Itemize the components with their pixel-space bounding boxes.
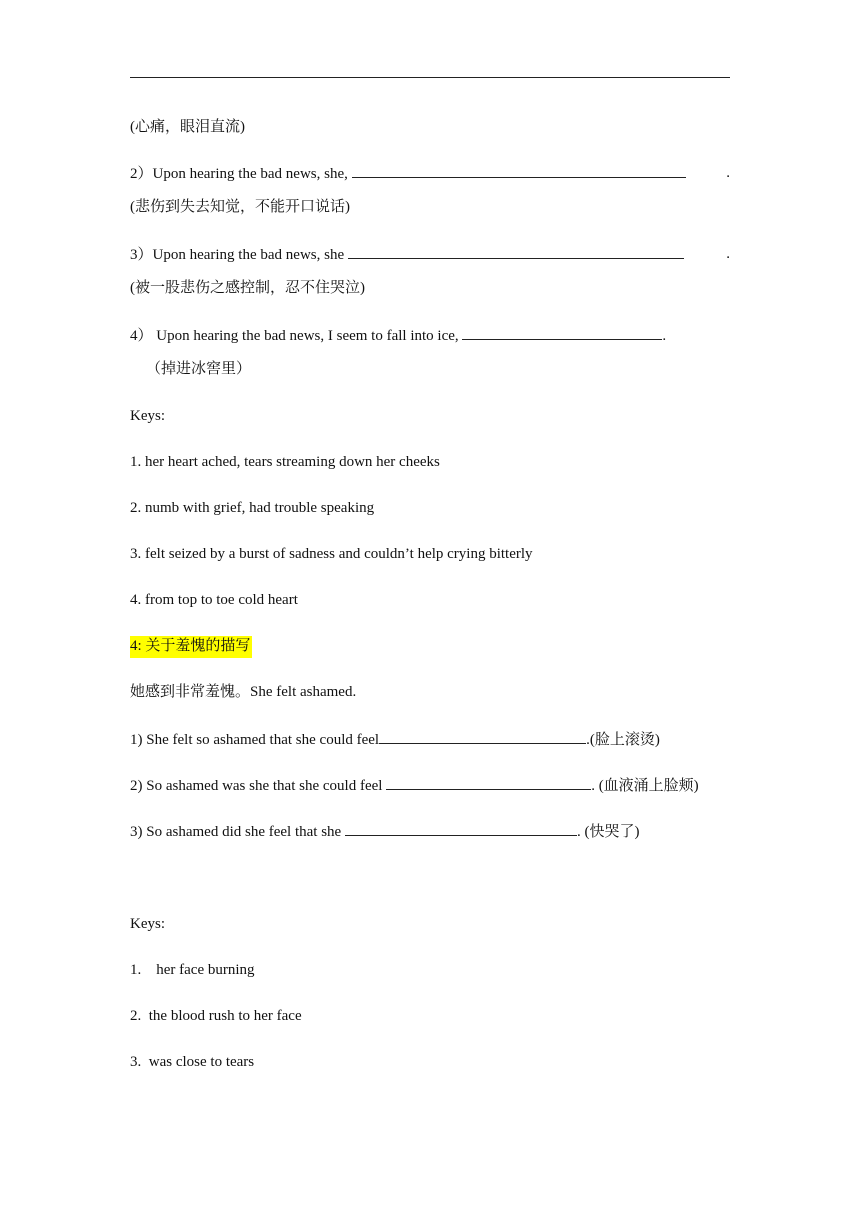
- section-heading: [130, 636, 252, 656]
- answer-blank[interactable]: [462, 325, 662, 340]
- question-3-text: 3）Upon hearing the bad news, she: [130, 244, 684, 265]
- answer-blank[interactable]: [345, 821, 577, 836]
- keys-label: Keys:: [130, 408, 165, 424]
- answer-blank[interactable]: [348, 244, 684, 259]
- answer-blank[interactable]: [386, 775, 591, 790]
- shame-question-1: 1) She felt so ashamed that she could feel .(脸上滚烫): [130, 729, 660, 750]
- answer-blank[interactable]: [352, 163, 686, 178]
- key-item: 2. numb with grief, had trouble speaking: [130, 500, 375, 516]
- question-2: [130, 163, 730, 184]
- shame-question-2: 2) So ashamed was she that she could feel . (血液涌上脸颊): [130, 775, 699, 796]
- key-item: 1. her heart ached, tears streaming down her cheeks: [130, 454, 440, 470]
- question-2-period: .: [726, 165, 730, 181]
- q1-hint: (心痛，眼泪直流): [130, 119, 245, 135]
- section-intro: 她感到非常羞愧。She felt ashamed.: [130, 684, 357, 700]
- key-item: 3. felt seized by a burst of sadness and couldn’t help crying bitterly: [130, 546, 533, 562]
- question-2-text: 2）Upon hearing the bad news, she,: [130, 163, 686, 184]
- question-3-period: .: [726, 246, 730, 262]
- key-item: 1. her face burning: [130, 962, 255, 978]
- question-4-text: 4） Upon hearing the bad news, I seem to fall into ice, .: [130, 325, 666, 346]
- q3-hint: (被一股悲伤之感控制，忍不住哭泣): [130, 280, 365, 296]
- key-item: 3. was close to tears: [130, 1054, 255, 1070]
- key-item: 4. from top to toe cold heart: [130, 592, 298, 608]
- keys-label: Keys:: [130, 916, 165, 932]
- answer-blank[interactable]: [379, 729, 586, 744]
- section-heading-highlight: 4: 关于羞愧的描写: [130, 636, 252, 658]
- q2-hint: (悲伤到失去知觉，不能开口说话): [130, 199, 350, 215]
- question-4: [130, 325, 730, 346]
- header-rule: [130, 77, 730, 78]
- key-item: 2. the blood rush to her face: [130, 1008, 302, 1024]
- shame-question-3: 3) So ashamed did she feel that she . (快哭了): [130, 821, 639, 842]
- q4-hint: （掉进冰窖里）: [146, 361, 252, 377]
- question-3: [130, 244, 730, 265]
